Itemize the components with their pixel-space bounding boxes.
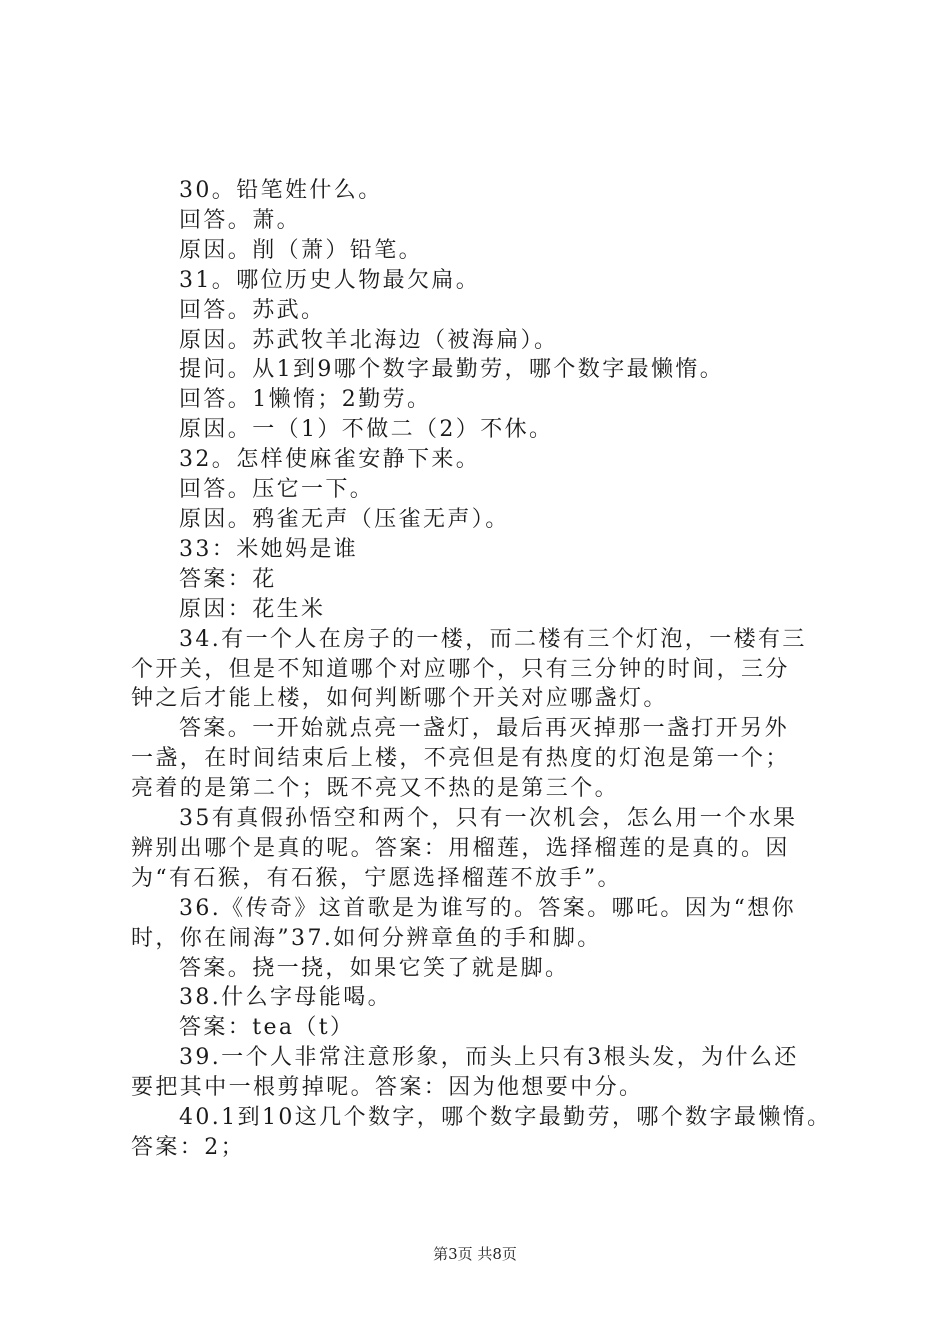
- text-line: 35有真假孙悟空和两个，只有一次机会，怎么用一个水果: [179, 806, 798, 832]
- text-line: 34.有一个人在房子的一楼，而二楼有三个灯泡，一楼有三: [179, 626, 807, 652]
- text-line: 为“有石猴，有石猴，宁愿选择榴莲不放手”。: [131, 865, 622, 891]
- page-footer: 第3页 共8页: [433, 1245, 517, 1263]
- text-line: 原因。一（1）不做二（2）不休。: [179, 417, 554, 443]
- text-line: 回答。萧。: [179, 207, 302, 233]
- text-line: 原因。苏武牧羊北海边（被海扁）。: [179, 327, 559, 353]
- document-body: [131, 176, 836, 1163]
- text-line: 答案。挠一挠，如果它笑了就是脚。: [179, 955, 570, 981]
- text-line: 要把其中一根剪掉呢。答案：因为他想要中分。: [131, 1075, 644, 1101]
- text-line: 40.1到10这几个数字，哪个数字最勤劳，哪个数字最懒惰。: [179, 1105, 832, 1131]
- text-line: 33：米她妈是谁: [179, 536, 359, 562]
- text-line: 回答。苏武。: [179, 297, 326, 323]
- text-line: 36.《传奇》这首歌是为谁写的。答案。哪吒。因为“想你: [179, 895, 797, 921]
- text-line: 回答。压它一下。: [179, 477, 375, 503]
- text-line: 39.一个人非常注意形象，而头上只有3根头发，为什么还: [179, 1045, 799, 1071]
- text-line: 原因。鸦雀无声（压雀无声）。: [179, 506, 510, 532]
- text-line: 时，你在闹海”37.如何分辨章鱼的手和脚。: [131, 925, 602, 951]
- text-line: 答案：tea（t）: [179, 1015, 355, 1041]
- text-line: 30。铅笔姓什么。: [179, 178, 383, 203]
- text-line: 辨别出哪个是真的呢。答案：用榴莲，选择榴莲的是真的。因: [131, 835, 790, 861]
- text-line: 38.什么字母能喝。: [179, 985, 392, 1011]
- text-line: 提问。从1到9哪个数字最勤劳，哪个数字最懒惰。: [179, 357, 725, 383]
- text-line: 31。哪位历史人物最欠扁。: [179, 267, 481, 293]
- text-line: 钟之后才能上楼，如何判断哪个开关对应哪盏灯。: [131, 686, 668, 712]
- text-line: 答案。一开始就点亮一盏灯，最后再灭掉那一盏打开另外: [179, 716, 790, 742]
- text-line: 个开关，但是不知道哪个对应哪个，只有三分钟的时间，三分: [131, 656, 790, 682]
- text-line: 回答。1懒惰；2勤劳。: [179, 387, 432, 413]
- text-line: 一盏，在时间结束后上楼，不亮但是有热度的灯泡是第一个；: [131, 746, 790, 772]
- text-line: 答案：2；: [131, 1135, 245, 1160]
- text-line: 亮着的是第二个；既不亮又不热的是第三个。: [131, 776, 620, 802]
- text-line: 32。怎样使麻雀安静下来。: [179, 447, 481, 473]
- text-line: 答案：花: [179, 566, 277, 592]
- text-line: 原因。削（萧）铅笔。: [179, 237, 424, 263]
- text-line: 原因：花生米: [179, 596, 326, 622]
